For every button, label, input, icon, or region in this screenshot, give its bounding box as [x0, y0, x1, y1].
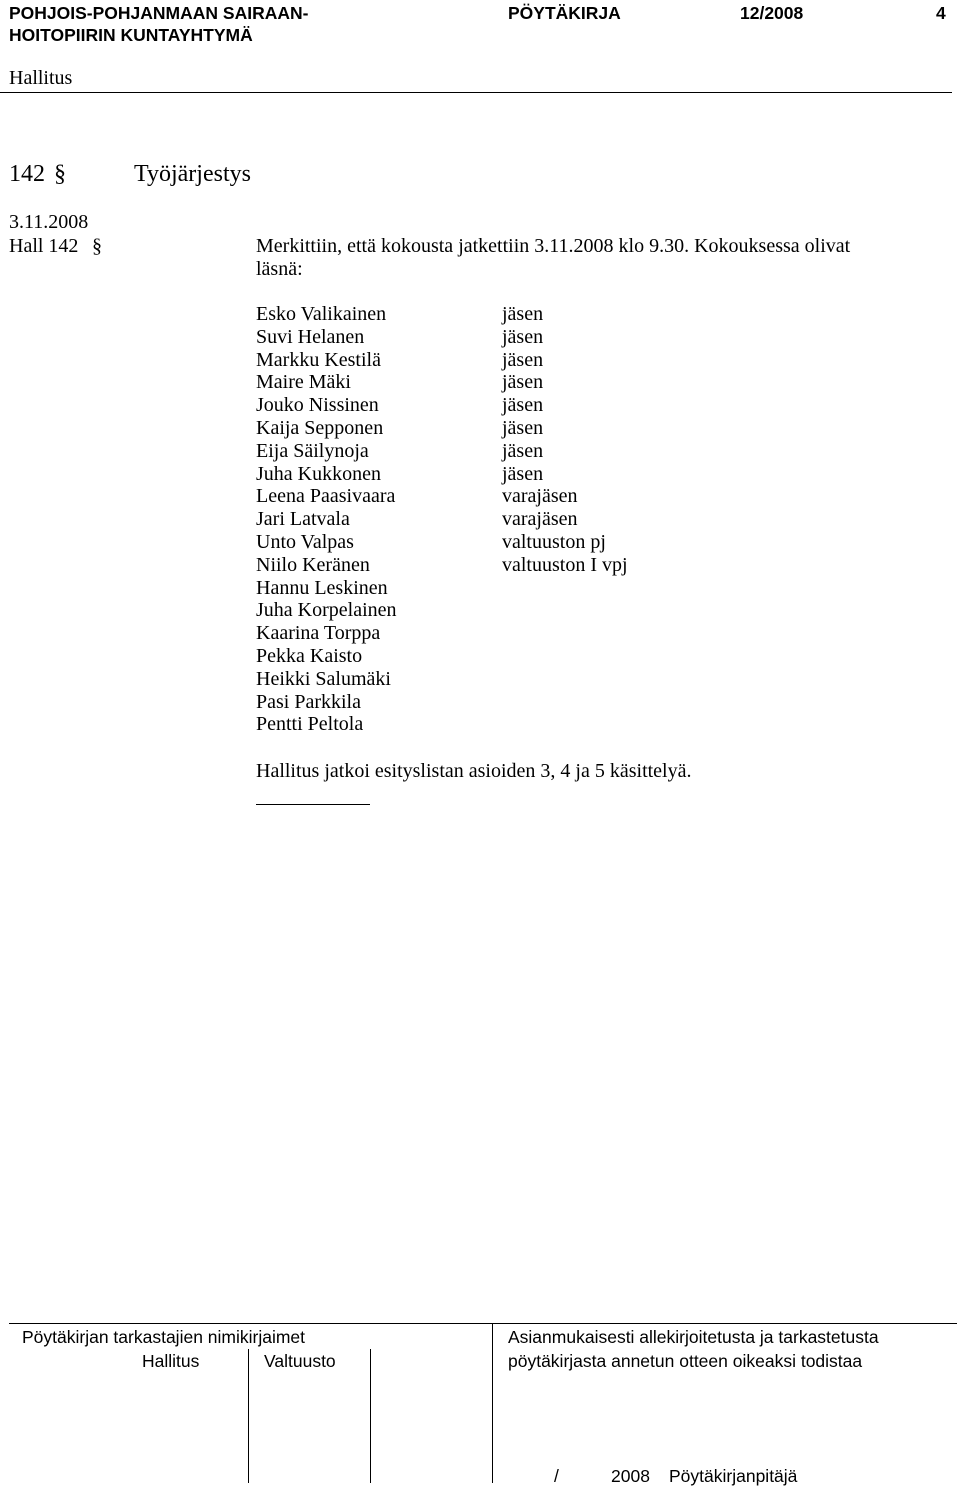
reference-section-symbol-icon: §: [92, 235, 102, 257]
section-number: 142: [9, 161, 45, 187]
attendee-role: jäsen: [502, 439, 544, 462]
attendee-role: jäsen: [502, 462, 544, 485]
attendee-name: Markku Kestilä: [256, 348, 381, 371]
attendee-role-list: [502, 303, 628, 577]
attendee-name: Jari Latvala: [256, 508, 350, 531]
attendee-name: Leena Paasivaara: [256, 485, 396, 508]
attendee-name: Pentti Peltola: [256, 713, 364, 736]
organization-name-line2: HOITOPIIRIN KUNTAYHTYMÄ: [9, 25, 253, 45]
attendee-name: Suvi Helanen: [256, 325, 365, 348]
intro-text-line2: läsnä:: [256, 258, 303, 280]
attendee-role: valtuuston I vpj: [502, 553, 628, 576]
footer-right-line1: Asianmukaisesti allekirjoitetusta ja tarkastetusta: [508, 1327, 879, 1347]
attendee-name: Jouko Nissinen: [256, 394, 379, 417]
attendee-name: Pasi Parkkila: [256, 690, 361, 713]
footer-column-divider-2: [370, 1349, 371, 1483]
attendee-role: jäsen: [502, 416, 544, 439]
attendee-role: varajäsen: [502, 508, 578, 531]
attendee-name: Juha Kukkonen: [256, 462, 381, 485]
attendee-role: jäsen: [502, 303, 544, 325]
attendee-name: Niilo Keränen: [256, 553, 370, 576]
attendee-name: Maire Mäki: [256, 371, 351, 394]
footer-date-slash: /: [554, 1466, 559, 1486]
meeting-date: 3.11.2008: [9, 211, 89, 233]
footer-col-valtuusto: Valtuusto: [264, 1351, 336, 1371]
footer-signer: Pöytäkirjanpitäjä: [669, 1466, 798, 1486]
footer-rule: [9, 1323, 957, 1324]
attendee-name: Pekka Kaisto: [256, 644, 363, 667]
document-number: 12/2008: [740, 3, 804, 23]
section-title: Työjärjestys: [134, 161, 251, 187]
footer-date-year: 2008: [611, 1466, 650, 1486]
attendee-name: Esko Valikainen: [256, 303, 387, 325]
attendee-role: jäsen: [502, 394, 544, 417]
document-type: PÖYTÄKIRJA: [508, 3, 621, 23]
attendee-role: jäsen: [502, 371, 544, 394]
body-name: Hallitus: [9, 67, 73, 89]
page-number: 4: [936, 3, 946, 23]
attendee-name-list: [256, 303, 397, 736]
section-symbol-icon: §: [54, 161, 66, 187]
footer-right-line2: pöytäkirjasta annetun otteen oikeaksi todistaa: [508, 1351, 863, 1371]
attendee-role: varajäsen: [502, 485, 578, 508]
organization-name-line1: POHJOIS-POHJANMAAN SAIRAAN-: [9, 3, 309, 23]
attendee-name: Kaija Sepponen: [256, 416, 384, 439]
attendee-role: valtuuston pj: [502, 530, 606, 553]
attendee-role: jäsen: [502, 325, 544, 348]
header-rule: [0, 92, 952, 93]
attendee-name: Hannu Leskinen: [256, 576, 388, 599]
meeting-reference: Hall 142: [9, 235, 79, 257]
attendee-name: Kaarina Torppa: [256, 622, 381, 645]
footer-left-title: Pöytäkirjan tarkastajien nimikirjaimet: [22, 1327, 306, 1347]
attendee-name: Unto Valpas: [256, 530, 354, 553]
attendee-name: Eija Säilynoja: [256, 439, 369, 462]
footer-column-divider-1: [248, 1349, 249, 1483]
footer-divider: [492, 1323, 493, 1483]
attendee-name: Juha Korpelainen: [256, 599, 397, 622]
footer-col-hallitus: Hallitus: [142, 1351, 200, 1371]
attendee-role: jäsen: [502, 348, 544, 371]
section-end-rule: [256, 804, 370, 805]
attendee-name: Heikki Salumäki: [256, 667, 391, 690]
conclusion-text: Hallitus jatkoi esityslistan asioiden 3, 4 ja 5 käsittelyä.: [256, 760, 692, 782]
intro-text-line1: Merkittiin, että kokousta jatkettiin 3.11.2008 klo 9.30. Kokouksessa olivat: [256, 235, 851, 257]
